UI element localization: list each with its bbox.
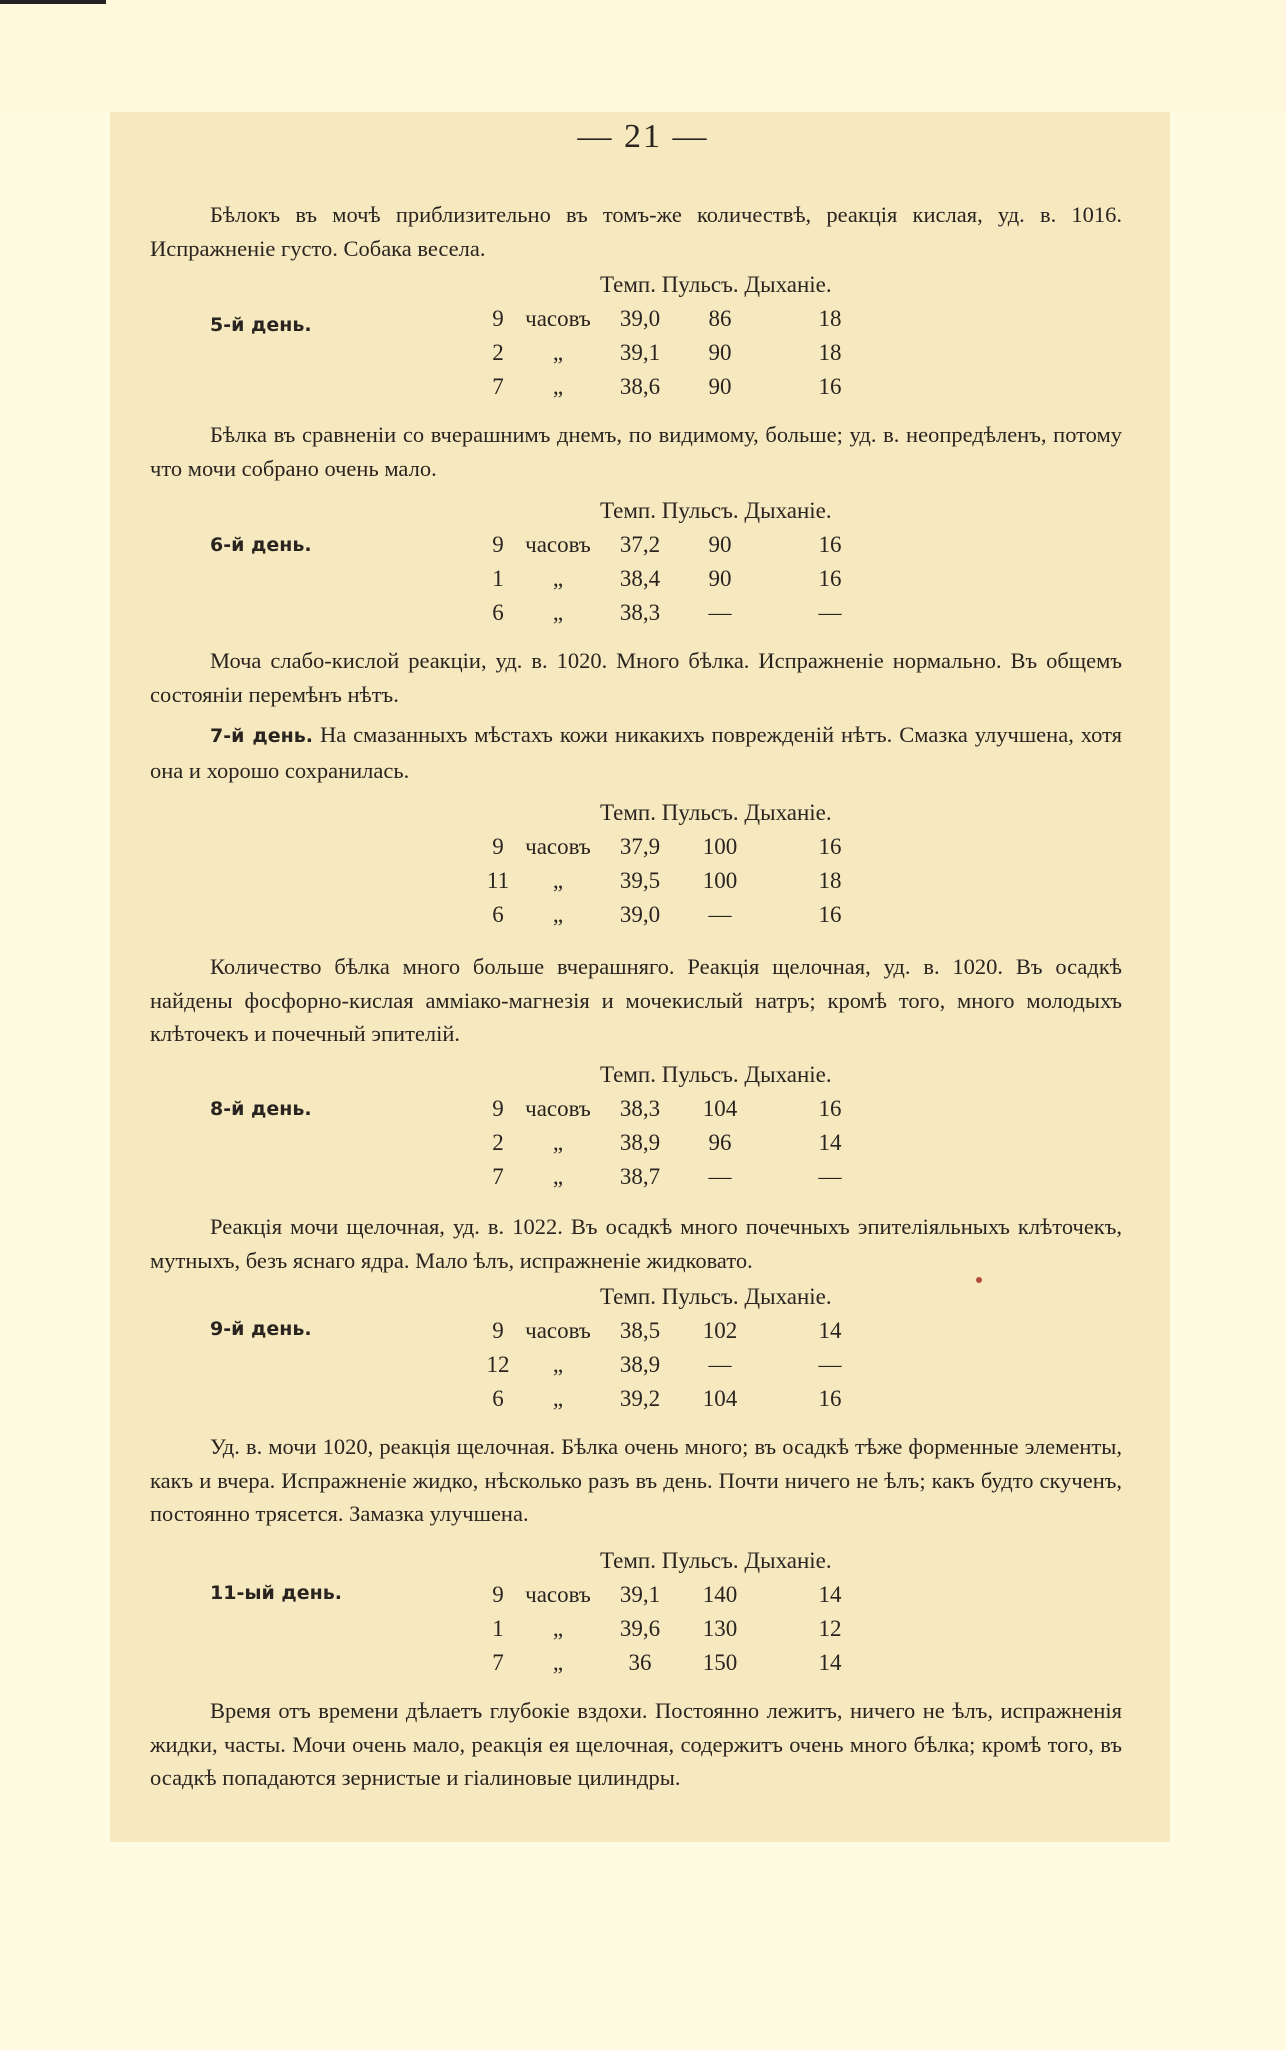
cell-temp: 39,5 xyxy=(619,868,661,893)
cell-time: 11 xyxy=(486,868,510,893)
page-top-margin xyxy=(0,0,1286,112)
paragraph-day6-note: Моча слабо-кислой реакціи, уд. в. 1020. Много бѣлка. Испражненіе нормально. Въ общемъ состояніи перемѣнъ нѣтъ. xyxy=(150,648,1122,707)
cell-time: 6 xyxy=(492,902,504,927)
cell-time: 7 xyxy=(492,374,504,399)
cell-temp: 37,2 xyxy=(619,532,661,557)
cell-resp: 18 xyxy=(818,306,842,331)
vitals-row xyxy=(0,1164,1286,1198)
cell-pulse: 104 xyxy=(702,1386,738,1411)
header-pulse: Пульсъ. xyxy=(661,800,739,825)
header-temp: Темп. xyxy=(600,272,656,297)
cell-unit: „ xyxy=(552,1130,564,1155)
cell-temp: 38,9 xyxy=(619,1130,661,1155)
header-temp: Темп. xyxy=(600,1284,656,1309)
cell-pulse: 96 xyxy=(708,1130,732,1155)
paragraph-intro: Бѣлокъ въ мочѣ приблизительно въ томъ-же количествѣ, реакція кислая, уд. в. 1016. Испражненіе густо. Собака весела. xyxy=(150,202,1122,261)
cell-pulse: — xyxy=(708,902,732,927)
header-temp: Темп. xyxy=(600,1062,656,1087)
vitals-row xyxy=(0,306,1286,340)
cell-resp: 16 xyxy=(818,374,842,399)
cell-temp: 39,1 xyxy=(619,340,661,365)
cell-time: 9 xyxy=(492,532,504,557)
paragraph-day5-note: Бѣлка въ сравненіи со вчерашнимъ днемъ, по видимому, больше; уд. в. неопредѣленъ, потому что мочи собрано очень мало. xyxy=(150,422,1122,481)
cell-resp: 14 xyxy=(818,1130,842,1155)
cell-resp: 16 xyxy=(818,1386,842,1411)
header-pulse: Пульсъ. xyxy=(661,272,739,297)
cell-resp: 16 xyxy=(818,566,842,591)
day-label-11: 11-ый день. xyxy=(210,1582,343,1604)
cell-unit: „ xyxy=(552,566,564,591)
cell-temp: 38,4 xyxy=(619,566,661,591)
cell-pulse: 90 xyxy=(708,374,732,399)
cell-pulse: — xyxy=(708,1164,732,1189)
vitals-header xyxy=(600,498,832,524)
vitals-header xyxy=(600,1284,832,1310)
header-resp: Дыханіе. xyxy=(744,498,832,523)
vitals-row xyxy=(0,340,1286,374)
cell-unit: „ xyxy=(552,1386,564,1411)
cell-time: 7 xyxy=(492,1164,504,1189)
paragraph-day7-intro xyxy=(150,718,1122,787)
cell-unit: часовъ xyxy=(525,306,591,331)
cell-temp: 39,0 xyxy=(619,902,661,927)
vitals-row xyxy=(0,1386,1286,1420)
paragraph-day7-note: Количество бѣлка много больше вчерашняго. Реакція щелочная, уд. в. 1020. Въ осадкѣ найдены фосфорно-кислая амміако-магнезія и мочекислый натръ; кромѣ того, много молодыхъ клѣточекъ и почечный эпителій. xyxy=(150,954,1122,1046)
scan-edge-mark xyxy=(0,0,106,4)
cell-pulse: 104 xyxy=(702,1096,738,1121)
cell-resp: 18 xyxy=(818,868,842,893)
cell-temp: 37,9 xyxy=(619,834,661,859)
cell-unit: „ xyxy=(552,868,564,893)
cell-resp: 18 xyxy=(818,340,842,365)
cell-resp: 16 xyxy=(818,834,842,859)
vitals-row xyxy=(0,1096,1286,1130)
vitals-row xyxy=(0,868,1286,902)
cell-temp: 38,9 xyxy=(619,1352,661,1377)
cell-time: 6 xyxy=(492,1386,504,1411)
cell-unit: „ xyxy=(552,340,564,365)
cell-pulse: 90 xyxy=(708,340,732,365)
cell-time: 9 xyxy=(492,834,504,859)
vitals-row xyxy=(0,1318,1286,1352)
cell-temp: 38,7 xyxy=(619,1164,661,1189)
cell-resp: 14 xyxy=(818,1318,842,1343)
vitals-row xyxy=(0,1582,1286,1616)
vitals-row xyxy=(0,834,1286,868)
cell-pulse: 140 xyxy=(702,1582,738,1607)
vitals-row xyxy=(0,532,1286,566)
cell-time: 1 xyxy=(492,1616,504,1641)
vitals-header xyxy=(600,800,832,826)
cell-resp: — xyxy=(818,600,842,625)
cell-temp: 39,6 xyxy=(619,1616,661,1641)
vitals-row xyxy=(0,566,1286,600)
cell-resp: 16 xyxy=(818,1096,842,1121)
cell-resp: 12 xyxy=(818,1616,842,1641)
day7-intro-text: На смазанныхъ мѣстахъ кожи никакихъ поврежденій нѣтъ. Смазка улучшена, хотя она и хорошо сохранилась. xyxy=(150,722,1123,783)
cell-time: 9 xyxy=(492,1096,504,1121)
cell-time: 2 xyxy=(492,1130,504,1155)
cell-temp: 39,2 xyxy=(619,1386,661,1411)
cell-resp: 14 xyxy=(818,1650,842,1675)
page-number: — 21 — xyxy=(577,118,709,155)
cell-resp: 16 xyxy=(818,532,842,557)
vitals-row xyxy=(0,1650,1286,1684)
vitals-row xyxy=(0,374,1286,408)
cell-unit: „ xyxy=(552,600,564,625)
cell-time: 7 xyxy=(492,1650,504,1675)
cell-unit: часовъ xyxy=(525,834,591,859)
day-label-5: 5-й день. xyxy=(210,314,312,336)
header-temp: Темп. xyxy=(600,498,656,523)
cell-pulse: — xyxy=(708,1352,732,1377)
header-resp: Дыханіе. xyxy=(744,1284,832,1309)
cell-unit: часовъ xyxy=(525,1096,591,1121)
cell-time: 1 xyxy=(492,566,504,591)
cell-temp: 39,1 xyxy=(619,1582,661,1607)
header-pulse: Пульсъ. xyxy=(661,1062,739,1087)
cell-unit: часовъ xyxy=(525,1582,591,1607)
vitals-row xyxy=(0,600,1286,634)
vitals-row xyxy=(0,1130,1286,1164)
paragraph-day9-note: Уд. в. мочи 1020, реакція щелочная. Бѣлка очень много; въ осадкѣ тѣже форменные элементы, какъ и вчера. Испражненіе жидко, нѣсколько разъ въ день. Почти ничего не ѣлъ; какъ будто скученъ, постоянно трясется. Замазка улучшена. xyxy=(150,1434,1122,1526)
cell-unit: часовъ xyxy=(525,532,591,557)
cell-time: 9 xyxy=(492,1318,504,1343)
cell-pulse: 86 xyxy=(708,306,732,331)
cell-temp: 38,5 xyxy=(619,1318,661,1343)
vitals-header xyxy=(600,1062,832,1088)
cell-time: 9 xyxy=(492,1582,504,1607)
cell-unit: „ xyxy=(552,902,564,927)
vitals-header xyxy=(600,1548,832,1574)
paragraph-day8-note: Реакція мочи щелочная, уд. в. 1022. Въ осадкѣ много почечныхъ эпителіяльныхъ клѣточекъ, мутныхъ, безъ яснаго ядра. Мало ѣлъ, испражненіе жидковато. xyxy=(150,1214,1122,1273)
cell-unit: „ xyxy=(552,1164,564,1189)
cell-pulse: 100 xyxy=(702,868,738,893)
cell-pulse: 100 xyxy=(702,834,738,859)
day-label-9: 9-й день. xyxy=(210,1318,312,1340)
vitals-row xyxy=(0,902,1286,936)
cell-pulse: 102 xyxy=(702,1318,738,1343)
cell-temp: 39,0 xyxy=(619,306,661,331)
cell-pulse: 90 xyxy=(708,532,732,557)
vitals-row xyxy=(0,1616,1286,1650)
cell-resp: — xyxy=(818,1352,842,1377)
cell-resp: — xyxy=(818,1164,842,1189)
header-temp: Темп. xyxy=(600,800,656,825)
cell-temp: 38,3 xyxy=(619,600,661,625)
header-resp: Дыханіе. xyxy=(744,1062,832,1087)
header-temp: Темп. xyxy=(600,1548,656,1573)
header-resp: Дыханіе. xyxy=(744,1548,832,1573)
cell-time: 6 xyxy=(492,600,504,625)
header-pulse: Пульсъ. xyxy=(661,498,739,523)
vitals-row xyxy=(0,1352,1286,1386)
day-label-6: 6-й день. xyxy=(210,534,312,556)
cell-time: 12 xyxy=(486,1352,510,1377)
cell-unit: „ xyxy=(552,1650,564,1675)
cell-unit: часовъ xyxy=(525,1318,591,1343)
cell-time: 2 xyxy=(492,340,504,365)
cell-temp: 38,6 xyxy=(619,374,661,399)
cell-pulse: 90 xyxy=(708,566,732,591)
cell-pulse: 130 xyxy=(702,1616,738,1641)
header-pulse: Пульсъ. xyxy=(661,1548,739,1573)
cell-time: 9 xyxy=(492,306,504,331)
ink-speck xyxy=(976,1277,982,1283)
day-label-7: 7-й день. xyxy=(210,725,313,747)
cell-pulse: 150 xyxy=(702,1650,738,1675)
vitals-header xyxy=(600,272,832,298)
cell-unit: „ xyxy=(552,374,564,399)
day-label-8: 8-й день. xyxy=(210,1098,312,1120)
cell-temp: 36 xyxy=(628,1650,652,1675)
header-pulse: Пульсъ. xyxy=(661,1284,739,1309)
cell-pulse: — xyxy=(708,600,732,625)
cell-temp: 38,3 xyxy=(619,1096,661,1121)
cell-unit: „ xyxy=(552,1352,564,1377)
cell-resp: 14 xyxy=(818,1582,842,1607)
header-resp: Дыханіе. xyxy=(744,800,832,825)
cell-unit: „ xyxy=(552,1616,564,1641)
paragraph-day11-note: Время отъ времени дѣлаетъ глубокіе вздохи. Постоянно лежитъ, ничего не ѣлъ, испражненія жидки, часты. Мочи очень мало, реакція ея щелочная, содержитъ очень много бѣлка; кромѣ того, въ осадкѣ попадаются зернистые и гіалиновые цилиндры. xyxy=(150,1698,1122,1790)
header-resp: Дыханіе. xyxy=(744,272,832,297)
cell-resp: 16 xyxy=(818,902,842,927)
